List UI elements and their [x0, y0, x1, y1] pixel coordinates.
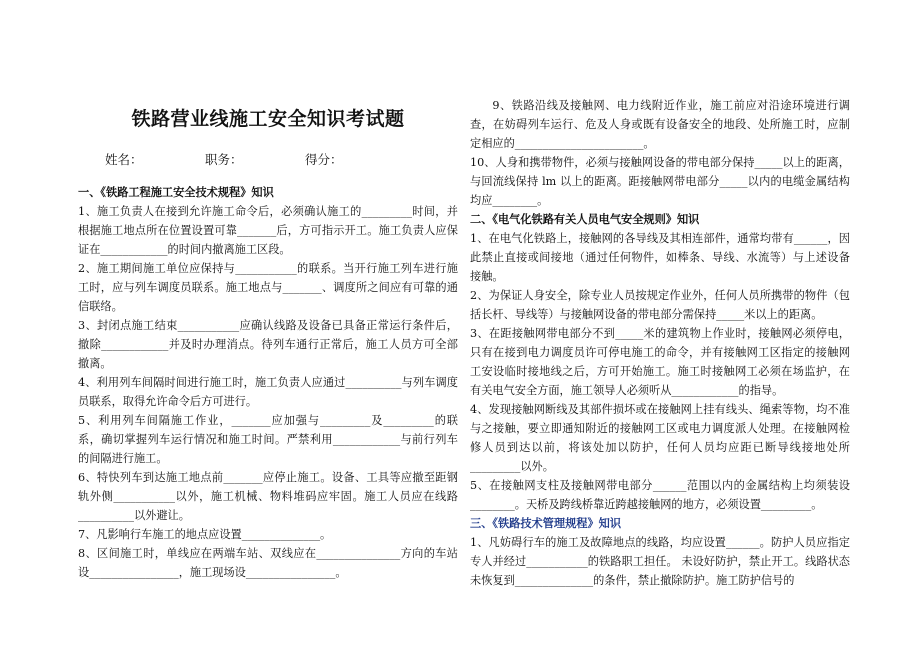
- question-2: 2、施工期间施工单位应保持与___________的联系。当开行施工列车进行施工时，应与列车调度员联系。施工地点与_______、调度所之间应有可靠的通信联络。: [78, 262, 458, 313]
- score-label: 得分：: [305, 152, 343, 167]
- section-2-question-1: 1、在电气化铁路上，接触网的各导线及其相连部件，通常均带有______，因此禁止直接或间接地（通过任何物件，如棒条、导线、水流等）与上述设备接触。: [470, 232, 850, 283]
- page-title: 铁路营业线施工安全知识考试题: [131, 108, 405, 130]
- right-column: [470, 96, 850, 590]
- info-line: [105, 150, 405, 168]
- question-4: 4、利用列车间隔时间进行施工时，施工负责人应通过__________与列车调度员联系，取得允许命令后方可进行。: [78, 376, 458, 408]
- section-2-heading: 二、《电气化铁路有关人员电气安全规则》知识: [470, 212, 700, 226]
- section-2-question-4: 4、发现接触网断线及其部件损坏或在接触网上挂有线头、绳索等物，均不准与之接触，要立即通知附近的接触网工区或电力调度派人处理。在接触网检修人员到达以前，将该处加以防护，任何人员均应距已断导线接地处所_________以外。: [470, 403, 850, 473]
- name-label: 姓名：: [105, 152, 143, 167]
- question-5: 5、利用列车间隔施工作业，_______应加强与_________及_________的联系，确切掌握列车运行情况和施工时间。严禁利用____________与前行列车的间隔进行施工。: [78, 414, 458, 465]
- question-7: 7、凡影响行车施工的地点应设置______________。: [78, 528, 332, 541]
- section-2-question-5: 5、在接触网支柱及接触网带电部分______范围以内的金属结构上均须装设________。天桥及跨线桥靠近跨越接触网的地方，必须设置_________。: [470, 479, 850, 511]
- question-6: 6、特快列车到达施工地点前_______应停止施工。设备、工具等应撤至距钢轨外侧___________以外，施工机械、物料堆码应牢固。施工人员应在线路__________以外避让。: [78, 471, 458, 522]
- question-8: 8、区间施工时，单线应在两端车站、双线应在_______________方向的车站设________________，施工现场设________________。: [78, 547, 458, 579]
- question-3: 3、封闭点施工结束___________应确认线路及设备已具备正常运行条件后，撤除____________并及时办理消点。待列车通行正常后，施工人员方可全部撤离。: [78, 319, 458, 370]
- section-3-question-1: 1、凡妨碍行车的施工及故障地点的线路，均应设置______。防护人员应指定专人并经过___________的铁路职工担任。 未设好防护，禁止开工。线路状态未恢复到______________的条件，禁止撤除防护。施工防护信号的: [470, 536, 850, 587]
- left-column: [78, 183, 458, 582]
- question-1: 1、施工负责人在接到允许施工命令后，必须确认施工的_________时间，并根据施工地点所在位置设置可靠_______后，方可指示开工。施工负责人应保证在____________的时间内撤离施工区段。: [78, 205, 458, 256]
- section-3-heading: 三、《铁路技术管理规程》知识: [470, 516, 622, 530]
- section-2-question-2: 2、为保证人身安全，除专业人员按规定作业外，任何人员所携带的物件（包括长杆、导线等）与接触网设备的带电部分需保持_____米以上的距离。: [470, 289, 850, 321]
- question-10: 10、人身和携带物件，必须与接触网设备的带电部分保持_____以上的距离，与回流线保持 lm 以上的距离。距接触网带电部分_____以内的电缆金属结构均应________。: [470, 156, 850, 207]
- section-1-heading: 一、《铁路工程施工安全技术规程》知识: [78, 185, 274, 199]
- section-2-question-3: 3、在距接触网带电部分不到_____米的建筑物上作业时，接触网必须停电，只有在接到电力调度员许可停电施工的命令，并有接触网工区指定的接触网工安设临时接地线之后，方可开始施工。施工时接触网工必须在场监护，在有关电气安全方面，施工领导人必须听从____________的指导。: [470, 327, 850, 397]
- question-9: 9、铁路沿线及接触网、电力线附近作业，施工前应对沿途环境进行调查，在妨碍列车运行、危及人身或既有设备安全的地段、处所施工时，应制定相应的_______________________。: [470, 99, 850, 150]
- position-label: 职务：: [205, 152, 243, 167]
